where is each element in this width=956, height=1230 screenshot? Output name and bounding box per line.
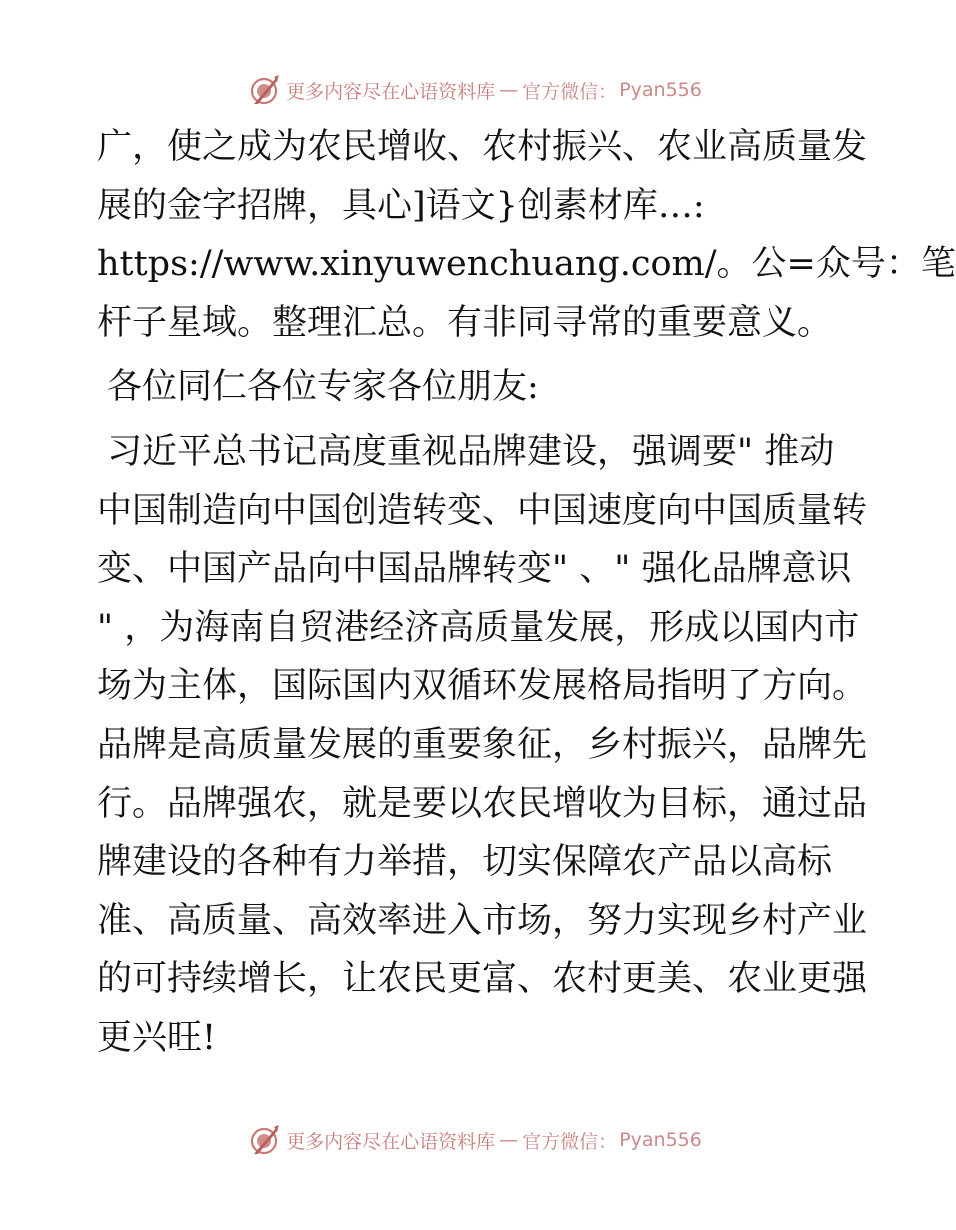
greeting-line: 各位同仁各位专家各位朋友: (107, 367, 539, 408)
text-line: 中国制造向中国创造转变、中国速度向中国质量转 (97, 490, 868, 531)
text-line: https://www.xinyuwenchuang.com/。公=众号：笔 (97, 244, 956, 285)
document-body (97, 118, 956, 1068)
text-line: 的可持续增长，让农民更富、农村更美、农业更强 (97, 959, 868, 1000)
text-line: 准、高质量、高效率进入市场，努力实现乡村产业 (97, 900, 868, 941)
watermark-wechat-id: Pyan556 (619, 79, 702, 101)
watermark-dash: — (499, 1129, 519, 1151)
watermark-main-text: 更多内容尽在心语资料库 (286, 80, 496, 103)
text-line: " ，为海南自贸港经济高质量发展，形成以国内市 (97, 607, 860, 648)
text-line: 牌建设的各种有力举措，切实保障农产品以高标 (97, 842, 833, 883)
text-line: 更兴旺! (97, 1017, 217, 1058)
text-line: 展的金字招牌，具心]语文}创素材库…: (97, 185, 705, 226)
text-line: 行。品牌强农，就是要以农民增收为目标，通过品 (97, 783, 868, 824)
text-line: 杆子星域。整理汇总。有非同寻常的重要意义。 (97, 302, 833, 343)
text-line: 场为主体，国际国内双循环发展格局指明了方向。 (97, 666, 868, 707)
footer-watermark (0, 1120, 950, 1160)
text-line: 广，使之成为农民增收、农村振兴、农业高质量发 (97, 127, 868, 167)
text-line: 习近平总书记高度重视品牌建设，强调要" 推动 (107, 431, 835, 472)
text-line: 变、中国产品向中国品牌转变" 、" 强化品牌意识 (97, 549, 852, 590)
watermark-sub-text: 官方微信： (522, 80, 618, 103)
quill-pen-seal-icon (248, 1124, 280, 1156)
watermark-wechat-id: Pyan556 (619, 1129, 702, 1151)
text-line: 品牌是高质量发展的重要象征，乡村振兴，品牌先 (97, 724, 868, 765)
quill-pen-seal-icon (248, 74, 280, 106)
watermark-dash: — (499, 79, 519, 101)
watermark-main-text: 更多内容尽在心语资料库 (286, 1130, 496, 1153)
watermark-sub-text: 官方微信： (522, 1130, 618, 1153)
header-watermark (0, 70, 950, 110)
